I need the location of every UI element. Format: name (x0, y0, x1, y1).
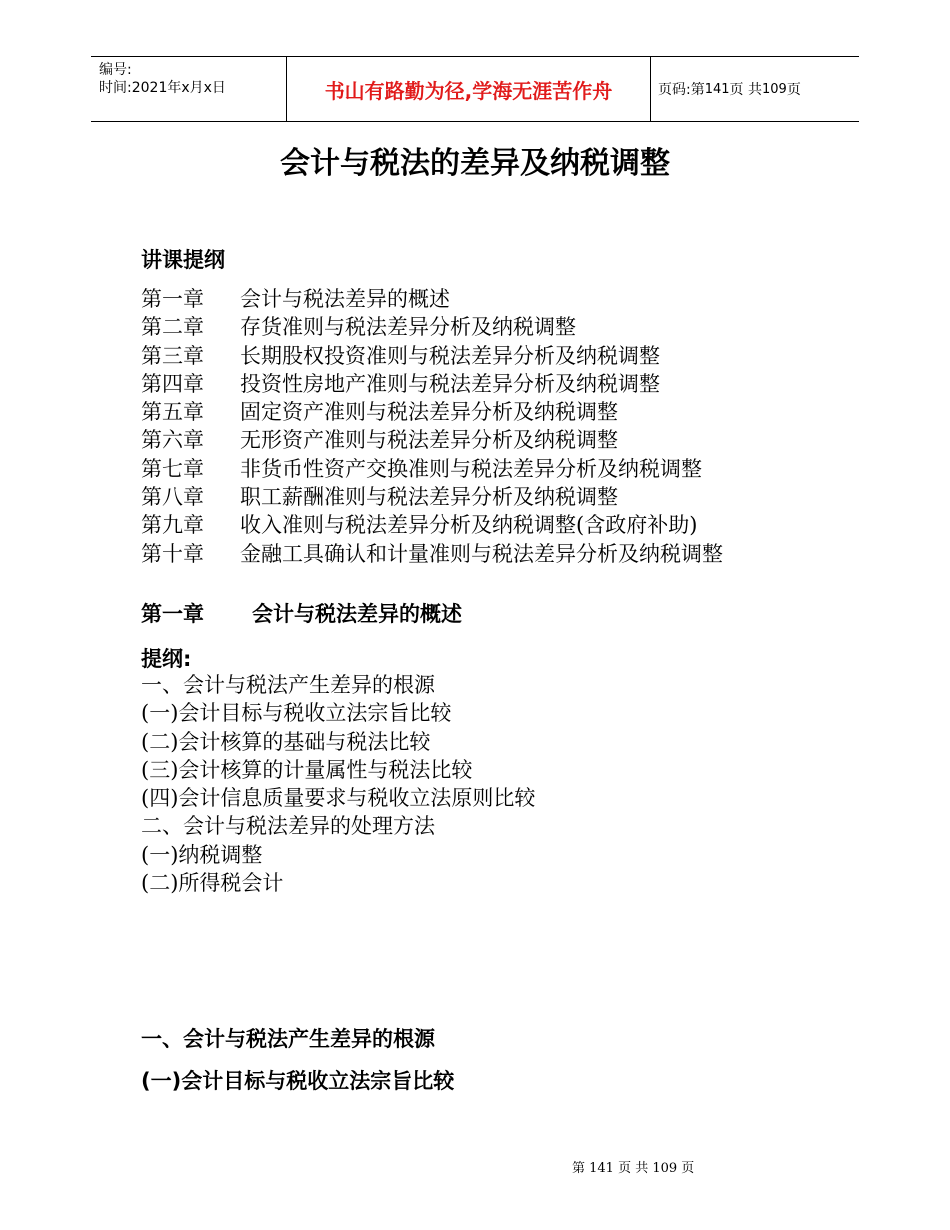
page-header (91, 56, 859, 122)
subsection-heading: (一)会计目标与税收立法宗旨比较 (141, 1069, 455, 1093)
toc-text: 无形资产准则与税法差异分析及纳税调整 (240, 428, 618, 453)
toc-item (141, 398, 723, 426)
outline-item: (四)会计信息质量要求与税收立法原则比较 (141, 786, 536, 811)
header-page-info (651, 57, 859, 121)
header-meta (91, 57, 286, 121)
toc-text: 收入准则与税法差异分析及纳税调整(含政府补助) (240, 513, 698, 538)
toc-text: 金融工具确认和计量准则与税法差异分析及纳税调整 (240, 541, 723, 566)
page-suffix: 页 (786, 82, 801, 98)
page-prefix: 页码:第 (658, 82, 705, 98)
outline-item: (二)会计核算的基础与税法比较 (141, 729, 431, 754)
outline-list (141, 671, 535, 897)
toc-chapter: 第七章 (141, 456, 204, 481)
toc-chapter: 第一章 (141, 287, 204, 311)
toc-chapter: 第十章 (141, 541, 204, 566)
section-heading: 一、会计与税法产生差异的根源 (141, 1027, 435, 1051)
toc-item (141, 342, 723, 370)
chapter1-number: 第一章 (141, 602, 204, 626)
toc-item (141, 511, 723, 539)
outline-item: 二、会计与税法差异的处理方法 (141, 814, 435, 839)
toc-text: 固定资产准则与税法差异分析及纳税调整 (240, 400, 618, 425)
toc-text: 非货币性资产交换准则与税法差异分析及纳税调整 (240, 456, 702, 481)
page-total: 109 (762, 81, 787, 97)
chapter1-title: 会计与税法差异的概述 (252, 602, 462, 626)
document-time: 时间:2021年x月x日 (99, 80, 226, 96)
toc-item (141, 483, 723, 511)
toc-item (141, 313, 723, 341)
toc-item (141, 426, 723, 454)
toc-item (141, 370, 723, 398)
toc-chapter: 第四章 (141, 371, 204, 396)
toc-text: 会计与税法差异的概述 (240, 287, 450, 311)
chapter1-heading (141, 598, 462, 628)
header-motto: 书山有路勤为径,学海无涯苦作舟 (286, 57, 651, 121)
toc-chapter: 第二章 (141, 315, 204, 340)
page-current: 141 (704, 81, 730, 97)
outline-item: (一)会计目标与税收立法宗旨比较 (141, 701, 452, 726)
toc-chapter: 第五章 (141, 400, 204, 425)
page-footer: 第 141 页 共 109 页 (572, 1161, 695, 1176)
outline-item: (一)纳税调整 (141, 842, 263, 867)
toc-text: 投资性房地产准则与税法差异分析及纳税调整 (240, 371, 660, 396)
toc-text: 长期股权投资准则与税法差异分析及纳税调整 (240, 343, 660, 368)
outline-heading: 提纲: (141, 647, 192, 671)
toc-chapter: 第三章 (141, 343, 204, 368)
document-title: 会计与税法的差异及纳税调整 (280, 146, 670, 181)
outline-item: (三)会计核算的计量属性与税法比较 (141, 757, 473, 782)
toc-item (141, 455, 723, 483)
toc-text: 职工薪酬准则与税法差异分析及纳税调整 (240, 485, 618, 510)
toc-chapter: 第八章 (141, 485, 204, 510)
outline-item: (二)所得税会计 (141, 871, 284, 896)
toc-heading: 讲课提纲 (141, 248, 225, 272)
toc-chapter: 第六章 (141, 428, 204, 453)
toc-text: 存货准则与税法差异分析及纳税调整 (240, 315, 576, 340)
page-mid: 页 共 (729, 82, 762, 98)
toc-list (141, 285, 723, 568)
document-number-label: 编号: (99, 62, 132, 78)
toc-item (141, 540, 723, 568)
toc-item (141, 285, 723, 313)
toc-chapter: 第九章 (141, 513, 204, 538)
outline-item: 一、会计与税法产生差异的根源 (141, 673, 435, 697)
